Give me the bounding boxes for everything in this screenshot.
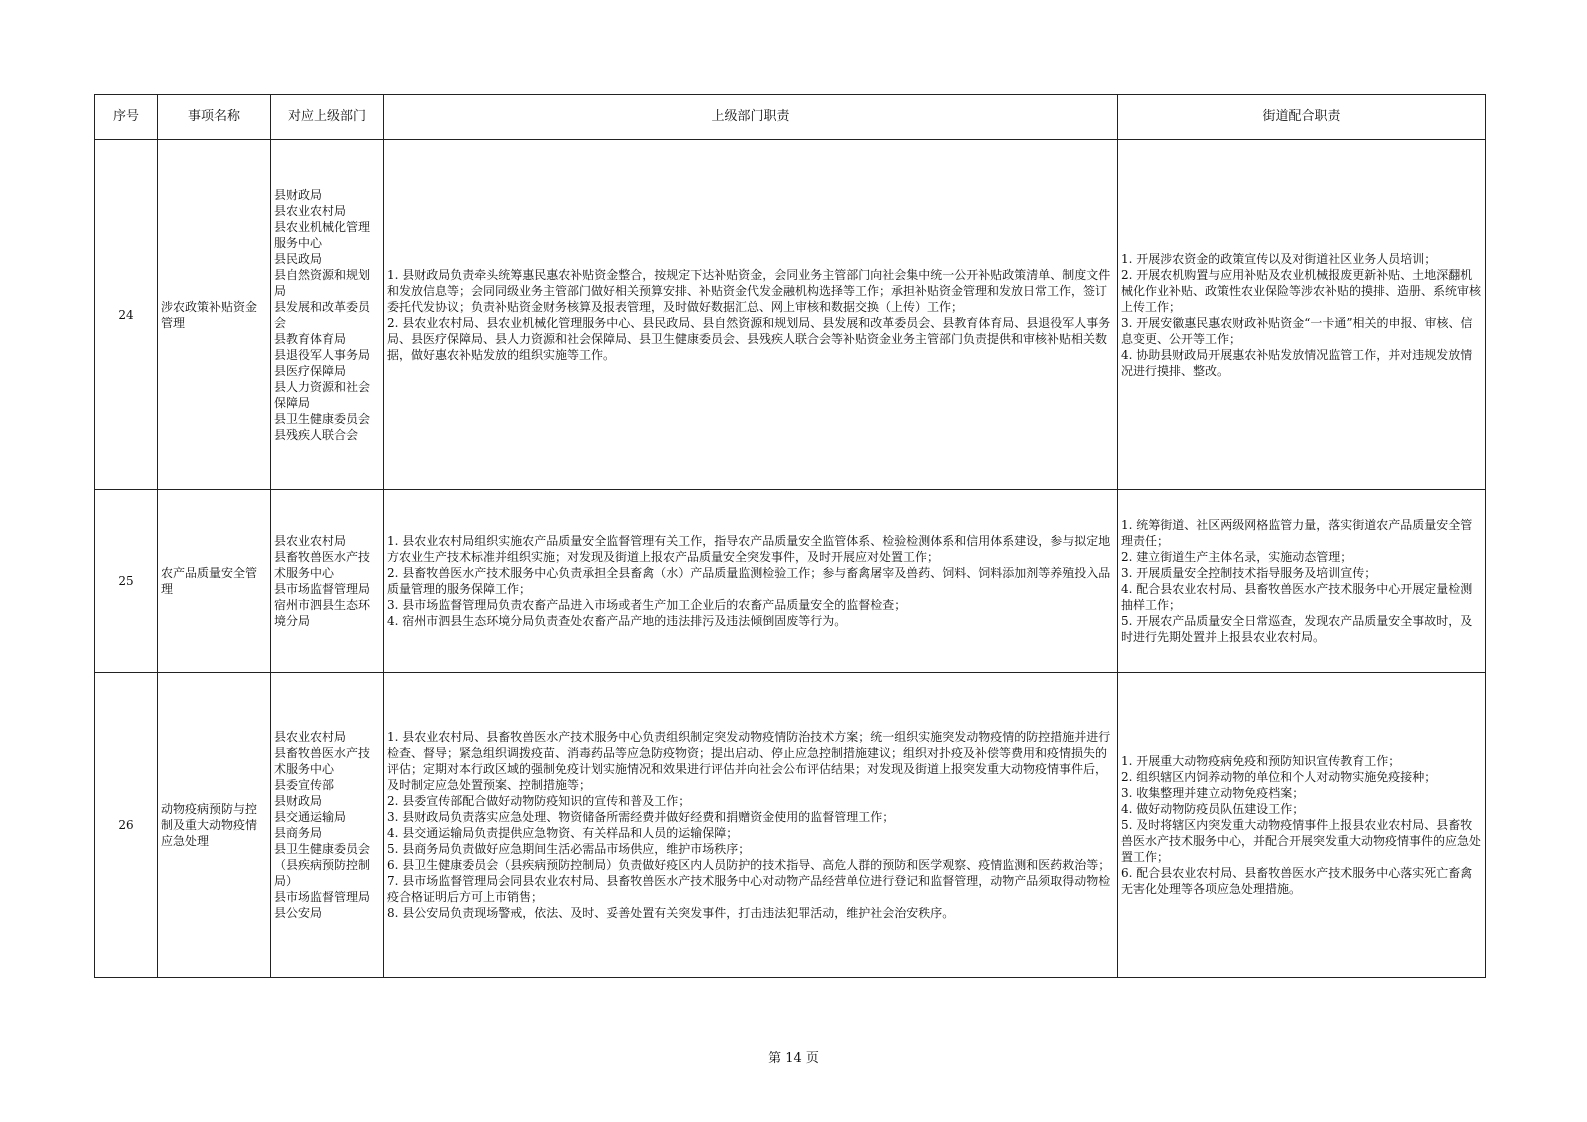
item-name: 动物疫病预防与控制及重大动物疫情应急处理 bbox=[158, 673, 271, 978]
list-entry: 县教育体育局 bbox=[274, 331, 347, 346]
list-entry: 2. 县委宣传部配合做好动物防疫知识的宣传和普及工作； bbox=[387, 794, 691, 808]
list-entry: 宿州市泗县生态环境分局 bbox=[274, 598, 371, 628]
row-number: 26 bbox=[95, 673, 158, 978]
list-entry: 县自然资源和规划局 bbox=[274, 267, 371, 298]
list-entry: 2. 县畜牧兽医水产技术服务中心负责承担全县畜禽（水）产品质量监测检验工作；参与畜禽屠宰及兽药、饲料、饲料添加剂等养殖投入品质量管理的服务保障工作； bbox=[387, 566, 1111, 596]
list-entry: 县畜牧兽医水产技术服务中心 bbox=[274, 550, 371, 580]
list-entry: 县商务局 bbox=[274, 826, 323, 840]
list-entry: 3. 开展安徽惠民惠农财政补贴资金“一卡通”相关的申报、审核、信息变更、公开等工作； bbox=[1121, 315, 1473, 346]
table-row bbox=[95, 140, 1486, 490]
row-number: 24 bbox=[95, 140, 158, 490]
list-entry: 县残疾人联合会 bbox=[274, 427, 359, 442]
list-entry: 县卫生健康委员会（县疾病预防控制局） bbox=[274, 842, 371, 888]
list-entry: 6. 配合县农业农村局、县畜牧兽医水产技术服务中心落实死亡畜禽无害化处理等各项应急处理措施。 bbox=[1121, 866, 1473, 896]
header-item-name: 事项名称 bbox=[158, 95, 271, 140]
item-name: 农产品质量安全管理 bbox=[158, 490, 271, 673]
table-row bbox=[95, 490, 1486, 673]
list-entry: 县发展和改革委员会 bbox=[274, 299, 371, 330]
list-entry: 1. 统筹街道、社区两级网格监管力量，落实街道农产品质量安全管理责任； bbox=[1121, 518, 1473, 548]
superior-duties bbox=[384, 490, 1118, 673]
list-entry: 5. 及时将辖区内突发重大动物疫情事件上报县农业农村局、县畜牧兽医水产技术服务中心，并配合开展突发重大动物疫情事件的应急处置工作； bbox=[1121, 818, 1482, 864]
list-entry: 县农业农村局 bbox=[274, 203, 347, 218]
list-entry: 1. 县农业农村局、县畜牧兽医水产技术服务中心负责组织制定突发动物疫情防治技术方案；统一组织实施突发动物疫情的防控措施并进行检查、督导；紧急组织调拨疫苗、消毒药品等应急防疫物资；提出启动、停止应急控制措施建议；组织对扑疫及补偿等费用和疫情损失的评估；定期对本行政区域的强制免疫计划实施情况和效果进行评估并向社会公布评估结果；对发现及街道上报突发重大动物疫情事件后，及时制定应急处置预案、控制措施等； bbox=[387, 730, 1111, 792]
list-entry: 县农业农村局 bbox=[274, 534, 347, 548]
list-entry: 县卫生健康委员会 bbox=[274, 411, 371, 426]
header-superior-duties: 上级部门职责 bbox=[384, 95, 1118, 140]
department-list bbox=[271, 140, 384, 490]
list-entry: 1. 县农业农村局组织实施农产品质量安全监督管理有关工作，指导农产品质量安全监管体系、检验检测体系和信用体系建设，参与拟定地方农业生产技术标准并组织实施；对发现及街道上报农产品质量安全突发事件，及时开展应对处置工作； bbox=[387, 534, 1111, 564]
table-body bbox=[95, 140, 1486, 978]
list-entry: 4. 配合县农业农村局、县畜牧兽医水产技术服务中心开展定量检测抽样工作； bbox=[1121, 582, 1473, 612]
list-entry: 县市场监督管理局 bbox=[274, 582, 371, 596]
list-entry: 6. 县卫生健康委员会（县疾病预防控制局）负责做好疫区内人员防护的技术指导、高危人群的预防和医学观察、疫情监测和医药救治等； bbox=[387, 858, 1111, 872]
list-entry: 2. 县农业农村局、县农业机械化管理服务中心、县民政局、县自然资源和规划局、县发展和改革委员会、县教育体育局、县退役军人事务局、县医疗保障局、县人力资源和社会保障局、县卫生健康委员会、县残疾人联合会等补贴资金业务主管部门负责提供和审核补贴相关数据，做好惠农补贴发放的组织实施等工作。 bbox=[387, 315, 1111, 362]
list-entry: 县公安局 bbox=[274, 906, 323, 920]
list-entry: 县农业机械化管理服务中心 bbox=[274, 219, 371, 250]
list-entry: 县畜牧兽医水产技术服务中心 bbox=[274, 746, 371, 776]
table-row bbox=[95, 673, 1486, 978]
list-entry: 3. 县财政局负责落实应急处理、物资储备所需经费并做好经费和捐赠资金使用的监督管理工作； bbox=[387, 810, 895, 824]
list-entry: 县医疗保障局 bbox=[274, 363, 347, 378]
list-entry: 县农业农村局 bbox=[274, 730, 347, 744]
list-entry: 县退役军人事务局 bbox=[274, 347, 371, 362]
list-entry: 县交通运输局 bbox=[274, 810, 347, 824]
list-entry: 2. 组织辖区内饲养动物的单位和个人对动物实施免疫接种； bbox=[1121, 770, 1437, 784]
item-name: 涉农政策补贴资金管理 bbox=[158, 140, 271, 490]
street-cooperation bbox=[1118, 673, 1486, 978]
list-entry: 4. 做好动物防疫员队伍建设工作； bbox=[1121, 802, 1305, 816]
header-number: 序号 bbox=[95, 95, 158, 140]
list-entry: 5. 县商务局负责做好应急期间生活必需品市场供应，维护市场秩序； bbox=[387, 842, 751, 856]
list-entry: 3. 县市场监督管理局负责农畜产品进入市场或者生产加工企业后的农畜产品质量安全的监督检查； bbox=[387, 598, 907, 612]
list-entry: 4. 县交通运输局负责提供应急物资、有关样品和人员的运输保障； bbox=[387, 826, 739, 840]
department-list bbox=[271, 673, 384, 978]
list-entry: 2. 建立街道生产主体名录，实施动态管理； bbox=[1121, 550, 1353, 564]
list-entry: 2. 开展农机购置与应用补贴及农业机械报废更新补贴、土地深翻机械化作业补贴、政策性农业保险等涉农补贴的摸排、造册、系统审核上传工作； bbox=[1121, 267, 1482, 314]
list-entry: 4. 协助县财政局开展惠农补贴发放情况监管工作，并对违规发放情况进行摸排、整改。 bbox=[1121, 347, 1473, 378]
table-header bbox=[95, 95, 1486, 140]
row-number: 25 bbox=[95, 490, 158, 673]
list-entry: 3. 开展质量安全控制技术指导服务及培训宣传； bbox=[1121, 566, 1377, 580]
superior-duties bbox=[384, 673, 1118, 978]
list-entry: 7. 县市场监督管理局会同县农业农村局、县畜牧兽医水产技术服务中心对动物产品经营单位进行登记和监督管理，动物产品须取得动物检疫合格证明后方可上市销售； bbox=[387, 874, 1111, 904]
list-entry: 1. 开展涉农资金的政策宣传以及对街道社区业务人员培训； bbox=[1121, 251, 1437, 266]
page-number: 第 14 页 bbox=[768, 1051, 819, 1066]
list-entry: 县民政局 bbox=[274, 251, 323, 266]
list-entry: 县委宣传部 bbox=[274, 778, 335, 792]
list-entry: 县财政局 bbox=[274, 794, 323, 808]
list-entry: 1. 开展重大动物疫病免疫和预防知识宣传教育工作； bbox=[1121, 754, 1401, 768]
department-list bbox=[271, 490, 384, 673]
list-entry: 县人力资源和社会保障局 bbox=[274, 379, 371, 410]
header-street-cooperation: 街道配合职责 bbox=[1118, 95, 1486, 140]
header-row bbox=[95, 95, 1486, 140]
list-entry: 县财政局 bbox=[274, 187, 323, 202]
list-entry: 4. 宿州市泗县生态环境分局负责查处农畜产品产地的违法排污及违法倾倒固废等行为。 bbox=[387, 614, 847, 628]
list-entry: 1. 县财政局负责牵头统筹惠民惠农补贴资金整合，按规定下达补贴资金，会同业务主管部门向社会集中统一公开补贴政策清单、制度文件和发放信息等；会同同级业务主管部门做好相关预算安排、补贴资金代发金融机构选择等工作；承担补贴资金管理和发放日常工作，签订委托代发协议；负责补贴资金财务核算及报表管理，及时做好数据汇总、网上审核和数据交换（上传）工作； bbox=[387, 267, 1111, 314]
list-entry: 8. 县公安局负责现场警戒，依法、及时、妥善处置有关突发事件，打击违法犯罪活动，维护社会治安秩序。 bbox=[387, 906, 955, 920]
list-entry: 5. 开展农产品质量安全日常巡查，发现农产品质量安全事故时，及时进行先期处置并上报县农业农村局。 bbox=[1121, 614, 1473, 644]
header-superior-department: 对应上级部门 bbox=[271, 95, 384, 140]
street-cooperation bbox=[1118, 140, 1486, 490]
list-entry: 县市场监督管理局 bbox=[274, 890, 371, 904]
superior-duties bbox=[384, 140, 1118, 490]
street-cooperation bbox=[1118, 490, 1486, 673]
list-entry: 3. 收集整理并建立动物免疫档案； bbox=[1121, 786, 1305, 800]
responsibility-table bbox=[94, 94, 1486, 978]
